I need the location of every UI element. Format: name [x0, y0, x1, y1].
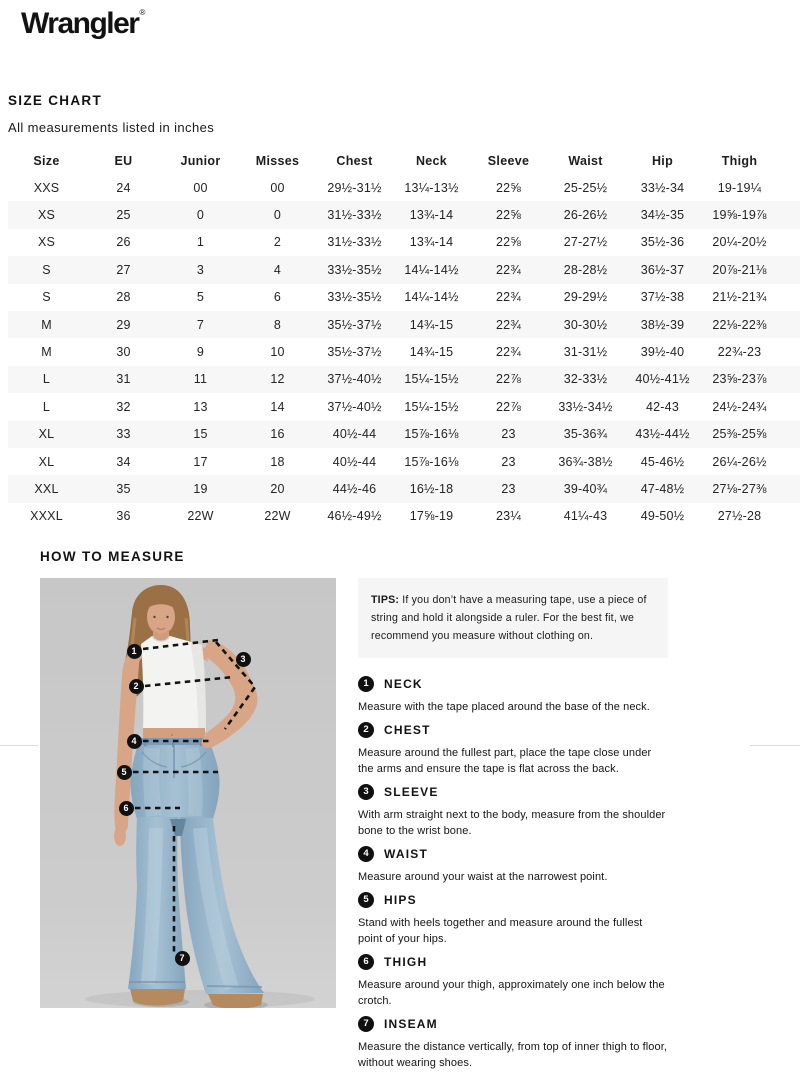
row-spacer — [778, 229, 800, 256]
size-cell: 35-36¾ — [563, 427, 608, 442]
size-cell: 11 — [193, 372, 208, 387]
row-spacer — [778, 393, 800, 420]
column-header-sleeve: Sleeve — [487, 154, 530, 168]
size-cell: 25-25½ — [563, 180, 608, 195]
size-cell: 45-46½ — [640, 454, 685, 469]
size-cell: 1 — [196, 235, 205, 250]
size-cell: 43½-44½ — [635, 427, 690, 442]
size-cell: 15 — [193, 427, 208, 442]
size-cell: 31 — [116, 372, 131, 387]
size-cell: 39½-40 — [640, 345, 685, 360]
row-spacer — [778, 201, 800, 228]
size-cell: 39-40¾ — [563, 481, 608, 496]
measure-item-label: CHEST — [384, 723, 431, 737]
measure-item-description: Measure around the fullest part, place the tape close under the arms and ensure the tape is flat across the back. — [358, 747, 652, 775]
column-header-hip: Hip — [651, 154, 674, 168]
photo-marker-thigh: 6 — [119, 801, 134, 816]
table-row — [8, 503, 800, 530]
step-number-badge: 2 — [358, 722, 374, 738]
measure-item-header — [358, 784, 668, 800]
size-cell: XL — [38, 454, 55, 469]
size-cell: 27½-28 — [717, 509, 762, 524]
step-number-badge: 3 — [358, 784, 374, 800]
size-cell: 40½-44 — [332, 454, 377, 469]
size-cell: 31½-33½ — [327, 208, 382, 223]
measure-item-header — [358, 954, 668, 970]
size-cell: 35 — [116, 481, 131, 496]
measure-item-description: Measure with the tape placed around the base of the neck. — [358, 701, 650, 713]
size-cell: 33½-35½ — [327, 262, 382, 277]
size-cell: 25⅜-25⅝ — [712, 427, 767, 442]
row-spacer — [778, 256, 800, 283]
size-cell: XXXL — [30, 509, 63, 524]
size-cell: 30 — [116, 345, 131, 360]
size-chart-table — [8, 148, 800, 530]
row-spacer — [778, 421, 800, 448]
column-header-eu: EU — [114, 154, 133, 168]
measure-item-description: Measure around your waist at the narrowest point. — [358, 871, 608, 883]
size-cell: 16 — [270, 427, 285, 442]
size-cell: 33 — [116, 427, 131, 442]
measure-item-label: HIPS — [384, 893, 417, 907]
header-spacer — [778, 148, 800, 174]
size-cell: 15⅞-16⅛ — [404, 454, 459, 469]
table-header-row — [8, 148, 800, 174]
wrangler-logo — [21, 7, 145, 41]
size-cell: 29 — [116, 317, 131, 332]
size-cell: 8 — [273, 317, 282, 332]
size-cell: 26 — [116, 235, 131, 250]
measure-item-sleeve — [358, 784, 668, 839]
tips-label: TIPS: — [371, 594, 400, 606]
row-spacer — [778, 284, 800, 311]
photo-marker-inseam: 7 — [175, 951, 190, 966]
size-cell: 22⅝ — [496, 235, 521, 250]
size-cell: 29½-31½ — [327, 180, 382, 195]
size-cell: 22⅝ — [496, 180, 521, 195]
size-cell: 16½-18 — [409, 481, 454, 496]
row-spacer — [778, 311, 800, 338]
size-cell: 10 — [270, 345, 285, 360]
size-cell: 22W — [264, 509, 291, 524]
size-cell: 49-50½ — [640, 509, 685, 524]
size-cell: 0 — [273, 208, 282, 223]
column-header-junior: Junior — [180, 154, 221, 168]
size-cell: 15⅞-16⅛ — [404, 427, 459, 442]
size-cell: 19⅝-19⅞ — [712, 208, 767, 223]
size-cell: 23⅝-23⅞ — [712, 372, 767, 387]
size-cell: 34½-35 — [640, 208, 685, 223]
size-cell: 24 — [116, 180, 131, 195]
size-cell: 26¼-26½ — [712, 454, 767, 469]
size-cell: 22¾ — [496, 290, 521, 305]
size-cell: 3 — [196, 262, 205, 277]
measure-item-description: With arm straight next to the body, measure from the shoulder bone to the wrist bone. — [358, 809, 666, 837]
size-cell: 36¾-38½ — [558, 454, 613, 469]
size-cell: 28 — [116, 290, 131, 305]
step-number-badge: 1 — [358, 676, 374, 692]
row-spacer — [778, 475, 800, 502]
measure-item-inseam — [358, 1016, 668, 1071]
size-cell: 36 — [116, 509, 131, 524]
size-cell: 19-19¼ — [717, 180, 762, 195]
size-cell: M — [41, 345, 52, 360]
size-cell: 22⅛-22⅜ — [712, 317, 767, 332]
size-cell: 17⅝-19 — [409, 509, 454, 524]
size-cell: 22⅝ — [496, 208, 521, 223]
measure-item-label: WAIST — [384, 847, 428, 861]
tips-box — [358, 578, 668, 658]
measure-item-thigh — [358, 954, 668, 1009]
size-cell: 14¼-14½ — [404, 290, 459, 305]
size-cell: 14 — [270, 399, 285, 414]
size-cell: 22¾-23 — [717, 345, 762, 360]
size-cell: 37½-40½ — [327, 372, 382, 387]
size-cell: 41¼-43 — [563, 509, 608, 524]
step-number-badge: 5 — [358, 892, 374, 908]
measure-item-description: Stand with heels together and measure around the fullest point of your hips. — [358, 917, 643, 945]
size-cell: 14¼-14½ — [404, 262, 459, 277]
size-cell: XXS — [33, 180, 60, 195]
model-photo — [40, 578, 336, 1008]
column-header-thigh: Thigh — [721, 154, 758, 168]
size-cell: 22¾ — [496, 262, 521, 277]
column-header-neck: Neck — [415, 154, 448, 168]
photo-marker-sleeve: 3 — [236, 652, 251, 667]
size-cell: XXL — [34, 481, 59, 496]
size-cell: 13 — [193, 399, 208, 414]
column-header-size: Size — [33, 154, 60, 168]
size-cell: 25 — [116, 208, 131, 223]
size-cell: 20 — [270, 481, 285, 496]
size-cell: 13¾-14 — [409, 235, 454, 250]
size-cell: 9 — [196, 345, 205, 360]
size-cell: L — [42, 372, 51, 387]
photo-marker-hips: 5 — [117, 765, 132, 780]
measure-item-header — [358, 1016, 668, 1032]
table-row — [8, 448, 800, 475]
size-cell: 30-30½ — [563, 317, 608, 332]
size-cell: 40½-41½ — [635, 372, 690, 387]
measure-item-label: THIGH — [384, 955, 428, 969]
measure-item-header — [358, 892, 668, 908]
row-spacer — [778, 503, 800, 530]
size-cell: 20⅞-21⅛ — [712, 262, 767, 277]
measure-list — [358, 676, 668, 1071]
size-cell: S — [42, 290, 51, 305]
page-divider-right — [750, 745, 800, 746]
size-cell: 26-26½ — [563, 208, 608, 223]
measure-item-chest — [358, 722, 668, 777]
size-cell: 27 — [116, 262, 131, 277]
size-cell: 17 — [193, 454, 208, 469]
tips-text: If you don’t have a measuring tape, use a piece of string and hold it alongside a ruler. For the best fit, we recommend you measure without clothing on. — [371, 594, 647, 642]
measure-item-label: NECK — [384, 677, 423, 691]
photo-marker-neck: 1 — [127, 644, 142, 659]
size-cell: 35½-37½ — [327, 345, 382, 360]
size-cell: 23 — [501, 427, 516, 442]
size-cell: 27⅛-27⅜ — [712, 481, 767, 496]
step-number-badge: 6 — [358, 954, 374, 970]
step-number-badge: 4 — [358, 846, 374, 862]
table-row — [8, 421, 800, 448]
size-cell: 37½-38 — [640, 290, 685, 305]
table-row — [8, 201, 800, 228]
measure-item-hips — [358, 892, 668, 947]
floor-shadow — [85, 990, 315, 1008]
logo-text: Wrangler — [21, 7, 139, 40]
measure-item-header — [358, 676, 668, 692]
size-cell: 14¾-15 — [409, 317, 454, 332]
photo-marker-chest: 2 — [129, 679, 144, 694]
measure-item-label: SLEEVE — [384, 785, 439, 799]
row-spacer — [778, 448, 800, 475]
row-spacer — [778, 366, 800, 393]
table-row — [8, 393, 800, 420]
size-cell: 33½-34 — [640, 180, 685, 195]
size-cell: 00 — [193, 180, 208, 195]
size-cell: 18 — [270, 454, 285, 469]
size-chart-title: SIZE CHART — [8, 93, 102, 108]
table-row — [8, 338, 800, 365]
size-cell: 47-48½ — [640, 481, 685, 496]
size-cell: 4 — [273, 262, 282, 277]
size-cell: 21½-21¾ — [712, 290, 767, 305]
column-header-chest: Chest — [336, 154, 373, 168]
size-cell: 31½-33½ — [327, 235, 382, 250]
size-cell: 15¼-15½ — [404, 399, 459, 414]
size-cell: 15¼-15½ — [404, 372, 459, 387]
how-to-measure-title: HOW TO MEASURE — [40, 549, 185, 564]
column-header-misses: Misses — [255, 154, 300, 168]
size-cell: S — [42, 262, 51, 277]
size-cell: 33½-34½ — [558, 399, 613, 414]
size-cell: 22W — [187, 509, 214, 524]
size-cell: XL — [38, 427, 55, 442]
page-divider-left — [0, 745, 38, 746]
size-cell: 00 — [270, 180, 285, 195]
size-cell: 35½-37½ — [327, 317, 382, 332]
row-spacer — [778, 174, 800, 201]
table-row — [8, 174, 800, 201]
row-spacer — [778, 338, 800, 365]
measure-item-label: INSEAM — [384, 1017, 438, 1031]
table-row — [8, 229, 800, 256]
size-cell: 32 — [116, 399, 131, 414]
size-cell: 44½-46 — [332, 481, 377, 496]
measure-item-header — [358, 846, 668, 862]
size-cell: 28-28½ — [563, 262, 608, 277]
size-cell: 42-43 — [646, 399, 679, 414]
measure-item-header — [358, 722, 668, 738]
column-header-waist: Waist — [568, 154, 603, 168]
size-cell: 13¾-14 — [409, 208, 454, 223]
size-cell: M — [41, 317, 52, 332]
table-row — [8, 284, 800, 311]
size-cell: 34 — [116, 454, 131, 469]
table-row — [8, 475, 800, 502]
measure-item-description: Measure around your thigh, approximately one inch below the crotch. — [358, 979, 665, 1007]
measure-item-description: Measure the distance vertically, from top of inner thigh to floor, without wearing shoes. — [358, 1041, 668, 1069]
size-cell: 22⅞ — [496, 399, 521, 414]
size-cell: 12 — [270, 372, 285, 387]
measure-item-waist — [358, 846, 668, 885]
size-chart-subtitle: All measurements listed in inches — [8, 120, 215, 135]
size-cell: 22¾ — [496, 345, 521, 360]
size-cell: 37½-40½ — [327, 399, 382, 414]
step-number-badge: 7 — [358, 1016, 374, 1032]
size-cell: 31-31½ — [563, 345, 608, 360]
size-chart-section — [8, 148, 800, 530]
size-cell: 23 — [501, 454, 516, 469]
size-cell: L — [42, 399, 51, 414]
size-cell: 20¼-20½ — [712, 235, 767, 250]
size-cell: XS — [37, 208, 56, 223]
table-row — [8, 256, 800, 283]
size-cell: 40½-44 — [332, 427, 377, 442]
size-cell: 35½-36 — [640, 235, 685, 250]
size-cell: 22⅞ — [496, 372, 521, 387]
size-cell: 33½-35½ — [327, 290, 382, 305]
size-cell: 29-29½ — [563, 290, 608, 305]
table-row — [8, 366, 800, 393]
size-cell: 38½-39 — [640, 317, 685, 332]
size-cell: 36½-37 — [640, 262, 685, 277]
size-cell: 32-33½ — [563, 372, 608, 387]
size-cell: 14¾-15 — [409, 345, 454, 360]
size-cell: 5 — [196, 290, 205, 305]
size-cell: 6 — [273, 290, 282, 305]
size-cell: 2 — [273, 235, 282, 250]
table-row — [8, 311, 800, 338]
measure-item-neck — [358, 676, 668, 715]
trademark-symbol: ® — [139, 8, 146, 17]
size-cell: 23 — [501, 481, 516, 496]
measure-instructions — [358, 578, 668, 1078]
size-cell: 46½-49½ — [327, 509, 382, 524]
size-cell: XS — [37, 235, 56, 250]
size-cell: 13¼-13½ — [404, 180, 459, 195]
photo-marker-waist: 4 — [127, 734, 142, 749]
size-cell: 7 — [196, 317, 205, 332]
size-cell: 22¾ — [496, 317, 521, 332]
size-cell: 23¼ — [496, 509, 521, 524]
size-cell: 24½-24¾ — [712, 399, 767, 414]
size-cell: 19 — [193, 481, 208, 496]
size-cell: 0 — [196, 208, 205, 223]
size-cell: 27-27½ — [563, 235, 608, 250]
model-illustration — [40, 578, 336, 1008]
